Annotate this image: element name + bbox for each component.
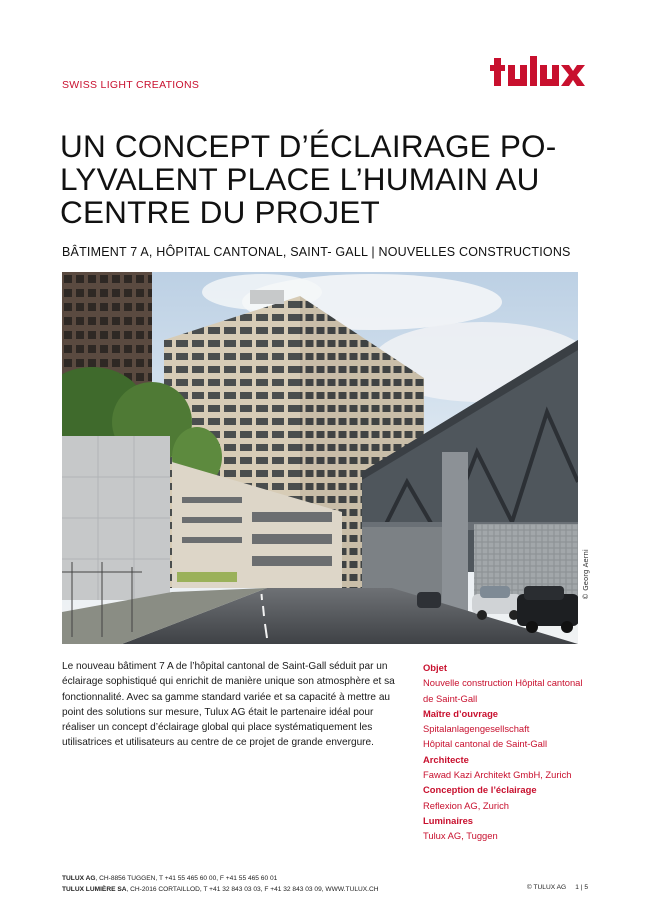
fact-value: Spitalanlagengesellschaft: [423, 723, 530, 735]
footer-line-cortaillod: [62, 884, 379, 895]
fact-label: Maître d’ouvrage: [423, 707, 499, 719]
fact-architecte: [423, 752, 613, 783]
page-number: 1 | 5: [575, 884, 588, 891]
title-line: LYVALENT PLACE L’HUMAIN AU: [60, 161, 540, 197]
fact-label: Luminaires: [423, 814, 474, 826]
fact-luminaires: [423, 813, 613, 844]
intro-paragraph: Le nouveau bâtiment 7 A de l’hôpital cantonal de Saint-Gall séduit par un éclairage sophistiqué qui enrichit de manière unique son atmosphère et sa fonctionnalité. Avec sa gamme standard variée et sa capacité à mettre au point des solutions sur mesure, Tulux AG était le partenaire idéal pour réaliser un concept d’éclairage global qui place systématiquement les utilisatrices et utilisateurs au centre de ce projet de grande envergure.: [62, 661, 395, 749]
fact-conception: [423, 782, 613, 813]
project-facts: [423, 660, 613, 844]
fact-value: Fawad Kazi Architekt GmbH, Zurich: [423, 769, 572, 781]
page-info: [527, 884, 588, 891]
fact-value: Tulux AG, Tuggen: [423, 830, 498, 842]
fact-value: de Saint-Gall: [423, 692, 478, 704]
photo-credit: © Georg Aerni: [582, 549, 590, 600]
footer-address: [62, 873, 379, 895]
tagline: SWISS LIGHT CREATIONS: [62, 79, 200, 91]
fact-value: Nouvelle construction Hôpital cantonal: [423, 677, 583, 689]
footer-company: TULUX AG: [62, 875, 96, 882]
footer-contact: , CH-2016 CORTAILLOD, T +41 32 843 03 03, F +41 32 843 03 09, WWW.TULUX.CH: [126, 886, 379, 893]
title-line: CENTRE DU PROJET: [60, 194, 380, 230]
fact-label: Architecte: [423, 753, 469, 765]
footer-company: TULUX LUMIÈRE SA: [62, 886, 127, 893]
footer-line-tuggen: [62, 873, 379, 884]
fact-maitre-ouvrage: [423, 706, 613, 752]
footer-contact: , CH-8856 TUGGEN, T +41 55 465 60 00, F +41 55 465 60 01: [95, 875, 278, 882]
fact-value: Hôpital cantonal de Saint-Gall: [423, 738, 548, 750]
tulux-logo: [490, 50, 590, 92]
fact-objet: [423, 660, 613, 706]
fact-label: Objet: [423, 662, 447, 673]
page-title: [60, 130, 580, 229]
title-line: UN CONCEPT D’ÉCLAIRAGE PO-: [60, 128, 557, 164]
fact-label: Conception de l’éclairage: [423, 784, 537, 796]
copyright: © TULUX AG: [526, 884, 567, 891]
subtitle: BÂTIMENT 7 A, HÔPITAL CANTONAL, SAINT- GALL | NOUVELLES CONSTRUCTIONS: [62, 245, 571, 259]
building-photo: [62, 272, 578, 644]
fact-value: Reflexion AG, Zurich: [423, 799, 509, 811]
